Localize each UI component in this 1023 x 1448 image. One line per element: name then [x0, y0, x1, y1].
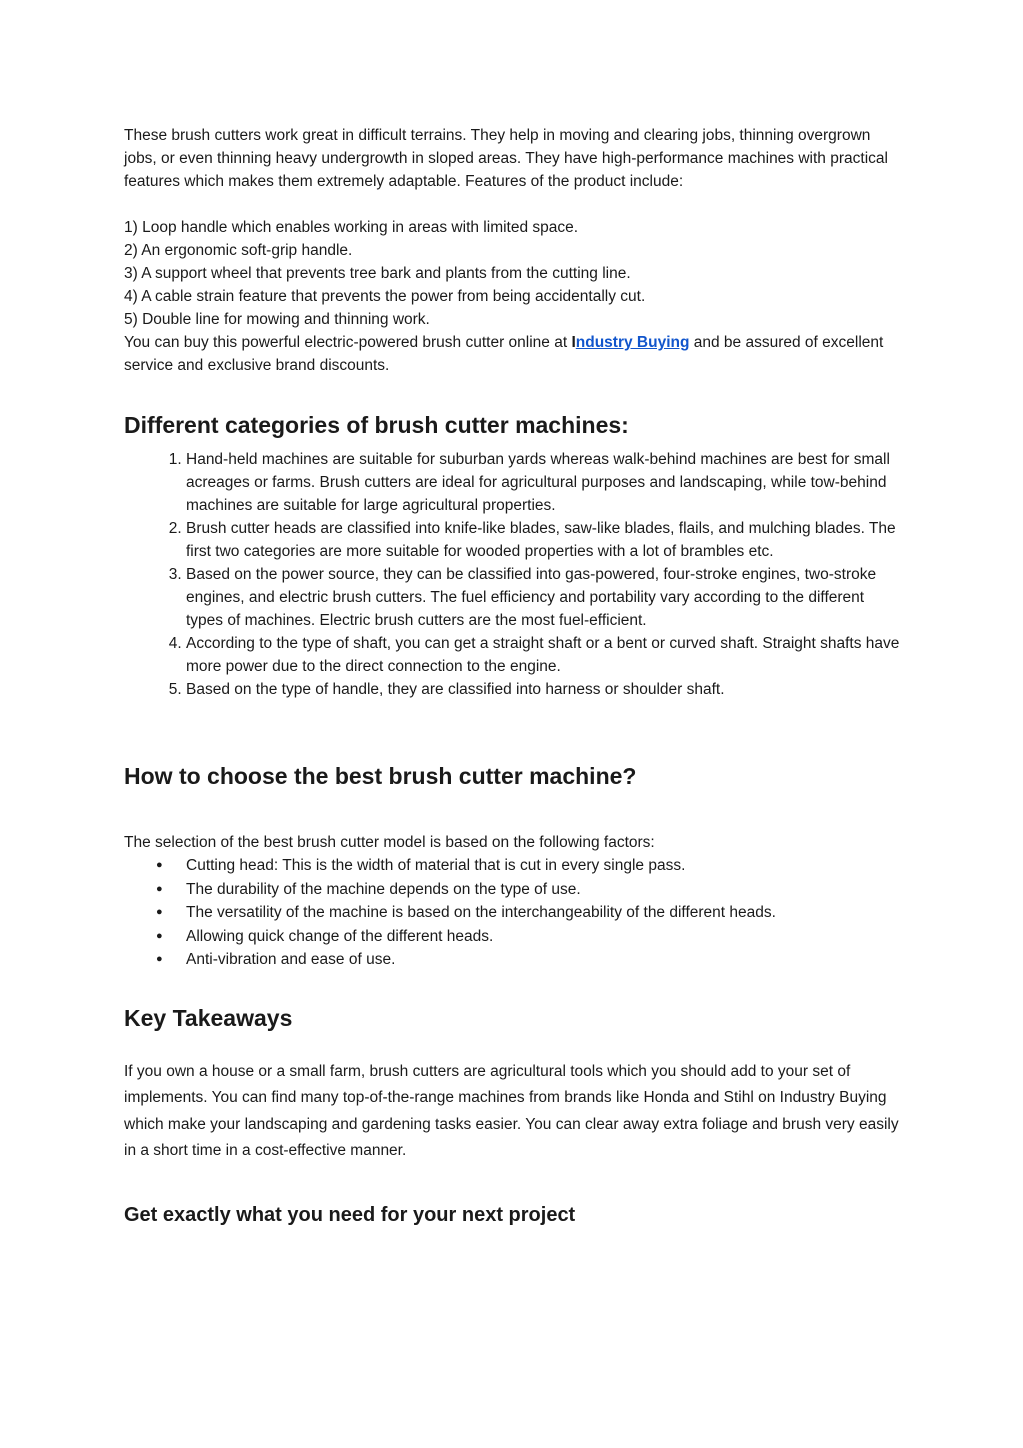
factors-list [124, 854, 904, 972]
category-item: 5. Based on the type of handle, they are classified into harness or shoulder shaft. [186, 678, 904, 701]
feature-item: 3) A support wheel that prevents tree bark and plants from the cutting line. [124, 265, 631, 282]
choose-heading: How to choose the best brush cutter machine? [124, 763, 637, 789]
industry-buying-link-initial: I [571, 334, 576, 351]
factor-item: ● Allowing quick change of the different heads. [186, 925, 904, 949]
factor-item: ● The durability of the machine depends on the type of use. [186, 878, 904, 902]
feature-item: 4) A cable strain feature that prevents the power from being accidentally cut. [124, 288, 646, 305]
category-item: 1. Hand-held machines are suitable for suburban yards whereas walk-behind machines are best for small acreages or farms. Brush cutters are ideal for agricultural purposes and landscaping, while tow-behind machines are suitable for large agricultural properties. [186, 448, 904, 517]
buy-text-before: You can buy this powerful electric-powered brush cutter online at [124, 334, 572, 351]
categories-list [124, 448, 904, 701]
takeaways-paragraph: If you own a house or a small farm, brush cutters are agricultural tools which you should add to your set of implements. You can find many top-of-the-range machines from brands like Honda and Stihl on Industry Buying which make your landscaping and gardening tasks easier. You can clear away extra foliage and brush very easily in a short time in a cost-effective manner. [124, 1062, 899, 1159]
industry-buying-link[interactable]: ndustry Buying [575, 334, 690, 351]
factor-item: ● Cutting head: This is the width of material that is cut in every single pass. [186, 854, 904, 878]
features-list [124, 216, 904, 331]
category-item: 3. Based on the power source, they can be classified into gas-powered, four-stroke engines, two-stroke engines, and electric brush cutters. The fuel efficiency and portability vary according to the different types of machines. Electric brush cutters are the most fuel-efficient. [186, 563, 904, 632]
categories-heading: Different categories of brush cutter machines: [124, 412, 629, 438]
document-page [124, 124, 904, 1229]
category-item: 2. Brush cutter heads are classified into knife-like blades, saw-like blades, flails, and mulching blades. The first two categories are more suitable for wooded properties with a lot of brambles etc. [186, 517, 904, 563]
takeaways-heading: Key Takeaways [124, 1004, 293, 1031]
factor-item: ● Anti-vibration and ease of use. [186, 948, 904, 972]
buy-paragraph [124, 331, 904, 377]
feature-item: 5) Double line for mowing and thinning work. [124, 311, 430, 328]
category-item: 4. According to the type of shaft, you can get a straight shaft or a bent or curved shaft. Straight shafts have more power due to the direct connection to the engine. [186, 632, 904, 678]
factor-item: ● The versatility of the machine is based on the interchangeability of the different heads. [186, 901, 904, 925]
choose-lead: The selection of the best brush cutter model is based on the following factors: [124, 834, 655, 851]
feature-item: 1) Loop handle which enables working in areas with limited space. [124, 219, 579, 236]
buy-text-after: and be assured of excellent service and exclusive brand discounts. [124, 334, 884, 374]
feature-item: 2) An ergonomic soft-grip handle. [124, 242, 353, 259]
intro-paragraph: These brush cutters work great in difficult terrains. They help in moving and clearing jobs, thinning overgrown jobs, or even thinning heavy undergrowth in sloped areas. They have high-performance machines with practical features which makes them extremely adaptable. Features of the product include: [124, 127, 888, 190]
next-project-heading: Get exactly what you need for your next project [124, 1203, 576, 1226]
